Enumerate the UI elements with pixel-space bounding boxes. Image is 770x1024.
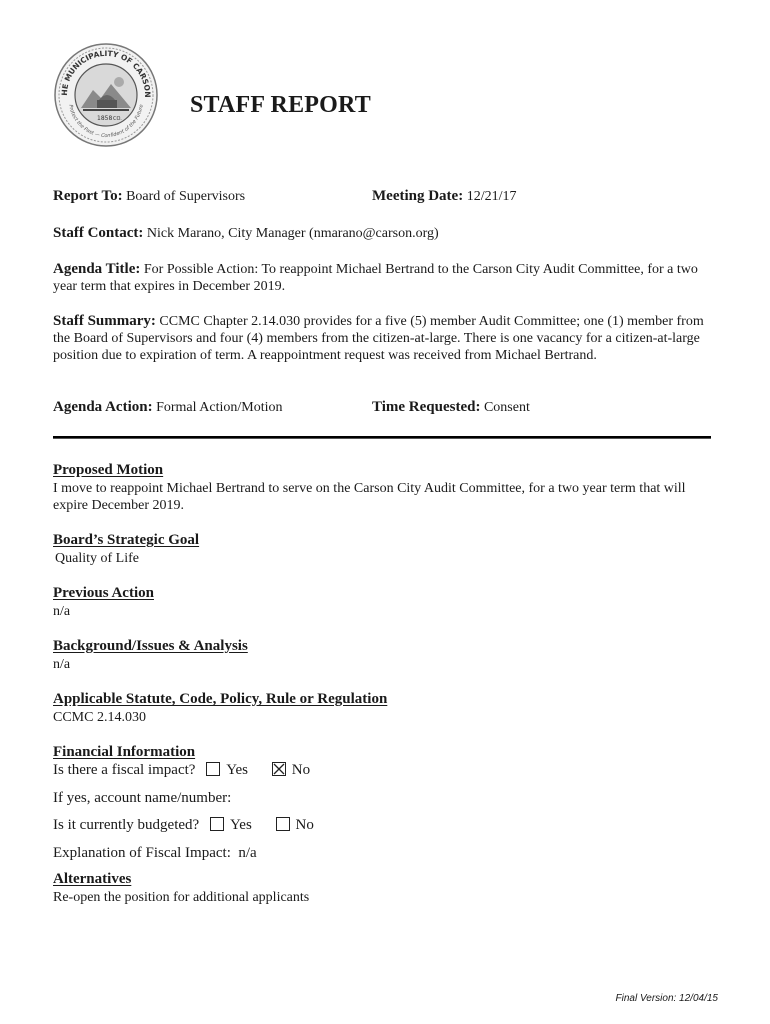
budgeted-question: Is it currently budgeted? bbox=[53, 817, 200, 833]
previous-action-heading: Previous Action bbox=[53, 585, 154, 601]
fiscal-impact-yes-label: Yes bbox=[226, 762, 249, 778]
seal-ring-text-bottom: Protect the Past — Confident of the Future bbox=[67, 104, 145, 140]
previous-action-text: n/a bbox=[53, 604, 71, 619]
strategic-goal-heading: Board’s Strategic Goal bbox=[53, 532, 200, 548]
staff-summary-value: CCMC Chapter 2.14.030 provides for a five (5) member Audit Committee; one (1) member from the Board of Supervisors and four (4) members from the citizen-at-large. There is one vacancy for a citizen-at-large position due to expiration of term. A reappointment request was received from Michael Bertrand. bbox=[53, 314, 704, 363]
time-requested-value: Consent bbox=[483, 400, 530, 415]
financial-heading: Financial Information bbox=[53, 744, 196, 760]
divider-shadow bbox=[53, 438, 711, 439]
meeting-date-value: 12/21/17 bbox=[466, 189, 517, 204]
agenda-title-value: For Possible Action: To reappoint Michael Bertrand to the Carson City Audit Committee, for a two year term that expires in December 2019. bbox=[53, 262, 698, 294]
agenda-title-block bbox=[53, 261, 717, 295]
report-to-label: Report To: bbox=[53, 188, 123, 204]
staff-contact-label: Staff Contact: bbox=[53, 225, 144, 241]
time-requested-row bbox=[372, 399, 530, 416]
checkbox-x-icon bbox=[273, 763, 285, 775]
seal-year: 1858 bbox=[97, 115, 113, 122]
meeting-date-row bbox=[372, 188, 517, 205]
budgeted-no-label: No bbox=[295, 817, 314, 833]
staff-contact-value: Nick Marano, City Manager (nmarano@carson.org) bbox=[146, 226, 439, 241]
budgeted-yes-label: Yes bbox=[229, 817, 252, 833]
background-heading: Background/Issues & Analysis bbox=[53, 638, 248, 654]
alternatives-text: Re-open the position for additional applicants bbox=[53, 890, 310, 905]
fiscal-impact-no-checkbox[interactable] bbox=[272, 762, 286, 776]
account-question: If yes, account name/number: bbox=[53, 790, 232, 806]
alternatives-heading: Alternatives bbox=[53, 871, 132, 887]
staff-contact-row bbox=[53, 225, 439, 242]
fiscal-impact-yes-checkbox[interactable] bbox=[206, 762, 220, 776]
meeting-date-label: Meeting Date: bbox=[372, 188, 464, 204]
time-requested-label: Time Requested: bbox=[372, 399, 481, 415]
budgeted-yes-checkbox[interactable] bbox=[210, 817, 224, 831]
agenda-action-value: Formal Action/Motion bbox=[156, 400, 283, 415]
agenda-title-label: Agenda Title: bbox=[53, 261, 141, 277]
proposed-motion-text: I move to reappoint Michael Bertrand to serve on the Carson City Audit Committee, for a two year term that will expire December 2019. bbox=[53, 481, 686, 513]
staff-summary-block bbox=[53, 313, 717, 364]
budgeted-no-checkbox[interactable] bbox=[276, 817, 290, 831]
report-to-row bbox=[53, 188, 245, 205]
strategic-goal-text: Quality of Life bbox=[55, 551, 139, 566]
seal-co: CO. bbox=[113, 116, 122, 122]
fiscal-impact-no-label: No bbox=[291, 762, 311, 778]
statute-heading: Applicable Statute, Code, Policy, Rule or Regulation bbox=[53, 691, 388, 707]
fiscal-impact-question: Is there a fiscal impact? bbox=[53, 762, 196, 778]
page-title: STAFF REPORT bbox=[190, 92, 371, 118]
background-text: n/a bbox=[53, 657, 71, 672]
report-to-value: Board of Supervisors bbox=[126, 189, 246, 204]
carson-city-seal bbox=[53, 42, 159, 148]
fiscal-explanation: Explanation of Fiscal Impact: n/a bbox=[53, 845, 257, 861]
proposed-motion-heading: Proposed Motion bbox=[53, 462, 164, 478]
agenda-action-row bbox=[53, 399, 282, 416]
staff-summary-label: Staff Summary: bbox=[53, 313, 156, 329]
footer-version: Final Version: 12/04/15 bbox=[615, 993, 718, 1004]
budgeted-row bbox=[53, 817, 314, 834]
seal-ring-text-top: HE MUNICIPALITY OF CARSON bbox=[59, 48, 153, 98]
statute-text: CCMC 2.14.030 bbox=[53, 710, 146, 725]
agenda-action-label: Agenda Action: bbox=[53, 399, 153, 415]
fiscal-impact-row bbox=[53, 762, 310, 779]
